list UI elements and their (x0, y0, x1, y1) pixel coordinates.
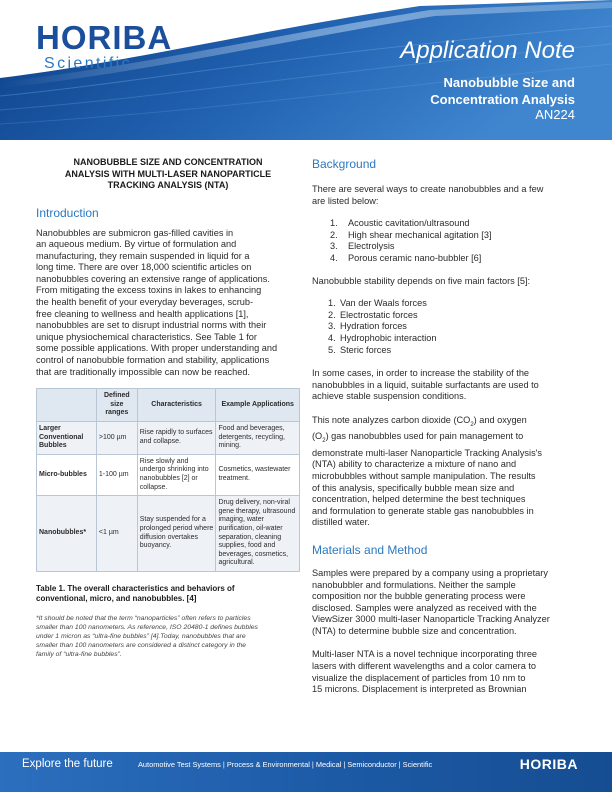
materials-paragraph (312, 568, 582, 638)
table-header-cell: Defined size ranges (96, 389, 137, 422)
text-line: From mitigating the excess toxins in lakes to enhancing (36, 285, 262, 296)
text-line: In some cases, in order to increase the stability of the (312, 368, 530, 379)
list-item (330, 241, 582, 253)
text-line: free cleaning to wellness and health applications [1], (36, 308, 249, 319)
logo-subtitle: Scientific (44, 55, 133, 72)
table-header-cell: Example Applications (216, 389, 300, 422)
text-line: composition nor the bubble generating process were (312, 591, 526, 602)
list-number: 4. (330, 252, 338, 263)
footnote-line: smaller than 100 nanometers. As reference, ISO 20480-1 defines bubbles (36, 623, 258, 631)
list-number: 4. (328, 332, 336, 343)
introduction-paragraph (36, 228, 300, 379)
footnote-line: under 1 micron as “ultra-fine bubbles” [4].Today, nanobubbles that are (36, 632, 246, 640)
table-cell: Cosmetics, wastewater treatment. (216, 454, 300, 495)
text-line: that are traditionally impossible can now be reached. (36, 366, 250, 377)
text-fragment: ) gas nanobubbles used for pain management to (325, 431, 524, 442)
table-cell: Food and beverages, detergents, recycling, mining. (216, 422, 300, 455)
list-number: 2. (330, 229, 338, 240)
note-title (430, 74, 575, 108)
text-line: nanobubbles are set to disrupt industrial norms with their (36, 320, 267, 331)
horiba-logo (36, 21, 172, 73)
background-intro (312, 184, 582, 207)
methods-list (330, 218, 582, 264)
table-row-label: Nanobubbles* (37, 496, 97, 572)
text-line: achieve stable suspension conditions. (312, 391, 467, 402)
text-line: the health benefit of your everyday beverages, scrub- (36, 297, 254, 308)
list-item (328, 310, 582, 322)
table-header-cell (37, 389, 97, 422)
text-fragment: This note analyzes carbon dioxide (CO (312, 414, 471, 425)
text-line: nanobubbles in a liquid, suitable surfactants are used to (312, 379, 539, 390)
text-line (312, 415, 582, 431)
text-fragment: ) and oxygen (473, 414, 527, 425)
text-line: microbubbles without sample manipulation. The results (312, 470, 536, 481)
text-line: nanobubbler and formulations. Neither the sample (312, 579, 516, 590)
logo-wordmark: HORIBA (36, 19, 173, 56)
list-number: 5. (328, 344, 336, 355)
text-line (312, 431, 582, 447)
stability-intro: Nanobubble stability depends on five main factors [5]: (312, 275, 531, 286)
list-item (328, 298, 582, 310)
note-number: AN224 (535, 107, 575, 122)
list-text: Electrolysis (348, 241, 395, 252)
text-line: lasers with different wavelengths and a color camera to (312, 661, 537, 672)
table-cell: <1 µm (96, 496, 137, 572)
table-caption (36, 584, 300, 605)
list-item (328, 321, 582, 333)
list-number: 3. (330, 241, 338, 252)
text-line: 15 microns. Displacement is interpreted as Brownian (312, 684, 527, 695)
footer-bar (0, 752, 612, 792)
text-line: distilled water. (312, 517, 370, 528)
right-column (312, 157, 582, 696)
note-paragraph (312, 415, 582, 529)
caption-line: Table 1. The overall characteristics and behaviors of (36, 583, 235, 593)
list-number: 1. (330, 218, 338, 229)
text-line: (NTA) to determine bubble size and concentration. (312, 625, 517, 636)
list-text: Hydration forces (340, 321, 407, 332)
main-heading-line: TRACKING ANALYSIS (NTA) (107, 180, 229, 190)
list-text: High shear mechanical agitation [3] (348, 229, 492, 240)
introduction-heading: Introduction (36, 205, 99, 220)
text-line: control of nanobubble formation and stability, applications (36, 355, 270, 366)
text-line: unique physiochemical characteristics. See Table 1 for (36, 331, 257, 342)
stability-factors-list (328, 298, 582, 356)
text-fragment: (O (312, 431, 323, 442)
text-line: and formulation to generate stable gas nanobubbles in (312, 505, 534, 516)
list-item (328, 333, 582, 345)
surfactant-paragraph (312, 368, 582, 403)
text-line: are listed below: (312, 195, 379, 206)
table-row-label: Micro-bubbles (37, 454, 97, 495)
characteristics-table (36, 388, 300, 572)
text-line: There are several ways to create nanobubbles and a few (312, 184, 544, 194)
footer-divisions: Automotive Test Systems | Process & Environmental | Medical | Semiconductor | Scientific (138, 760, 433, 769)
text-line: (NTA) ability to characterize a mixture of nano and (312, 459, 517, 470)
text-line: Nanobubbles are submicron gas-filled cavities in (36, 227, 234, 238)
main-heading (36, 157, 300, 192)
table-cell: >100 µm (96, 422, 137, 455)
list-item (330, 253, 582, 265)
document-type: Application Note (400, 37, 575, 64)
text-line: concentration, helped determine the best techniques (312, 494, 526, 505)
table-cell: Rise slowly and undergo shrinking into nanobubbles [2] or collapse. (137, 454, 216, 495)
background-heading: Background (312, 157, 377, 171)
footnote-line: *It should be noted that the term “nanoparticles” often refers to particles (36, 614, 251, 622)
footnote-line: family of “ultra-fine bubbles”. (36, 650, 122, 658)
text-line: an aqueous medium. By virtue of formulation and (36, 239, 237, 250)
table-footnote (36, 614, 300, 659)
table-header-cell: Characteristics (137, 389, 216, 422)
left-column (36, 157, 300, 659)
subscript: 2 (470, 421, 474, 428)
note-title-line: Nanobubble Size and (443, 75, 575, 90)
list-text: Acoustic cavitation/ultrasound (348, 218, 470, 229)
list-text: Steric forces (340, 344, 392, 355)
text-line: demonstrate multi-laser Nanoparticle Tracking Analysis's (312, 447, 543, 458)
footnote-line: smaller than 100 nanometers are considered a distinct category in the (36, 641, 247, 649)
list-text: Porous ceramic nano-bubbler [6] (348, 252, 482, 263)
list-item (330, 218, 582, 230)
table-row (37, 496, 300, 572)
caption-line: conventional, micro, and nanobubbles. [4] (36, 594, 197, 604)
text-line: visualize the displacement of particles from 10 nm to (312, 672, 526, 683)
table-row (37, 422, 300, 455)
footer-tagline: Explore the future (22, 758, 113, 770)
table-cell: 1-100 µm (96, 454, 137, 495)
text-line: Multi-laser NTA is a novel technique incorporating three (312, 649, 538, 660)
list-text: Van der Waals forces (340, 298, 427, 309)
footer-horiba-logo: HORIBA (519, 756, 578, 772)
method-paragraph (312, 649, 582, 695)
text-line: long time. There are over 18,000 scientific articles on (36, 262, 252, 273)
list-number: 2. (328, 309, 336, 320)
text-line: manufacturing, they remain suspended in liquid for a (36, 250, 250, 261)
list-item (330, 230, 582, 242)
materials-heading: Materials and Method (312, 542, 428, 557)
list-text: Hydrophobic interaction (340, 332, 437, 343)
table-cell: Rise rapidly to surfaces and collapse. (137, 422, 216, 455)
note-title-line: Concentration Analysis (430, 92, 575, 107)
list-number: 1. (328, 298, 336, 309)
table-cell: Drug delivery, non-viral gene therapy, ultrasound imaging, water purification, oil-water separation, cleaning supplies, food and beverages, cosmetics, agricultural. (216, 496, 300, 572)
table-cell: Stay suspended for a prolonged period where diffusion overtakes buoyancy. (137, 496, 216, 572)
main-heading-line: NANOBUBBLE SIZE AND CONCENTRATION (73, 157, 263, 167)
text-line: ViewSizer 3000 multi-laser Nanoparticle Tracking Analyzer (312, 614, 550, 625)
text-line: some possible applications. With proper understanding and (36, 343, 278, 354)
table-row (37, 454, 300, 495)
text-line: disclosed. Samples were analyzed as received with the (312, 602, 537, 613)
header-banner (0, 0, 612, 140)
list-item (328, 345, 582, 357)
table-header-row (37, 389, 300, 422)
text-line: Samples were prepared by a company using a proprietary (312, 567, 548, 578)
text-line: nanobubbles covering an extensive range of applications. (36, 273, 270, 284)
list-number: 3. (328, 321, 336, 332)
list-text: Electrostatic forces (340, 309, 418, 320)
table-row-label: Larger Conventional Bubbles (37, 422, 97, 455)
subscript: 2 (322, 438, 326, 445)
main-heading-line: ANALYSIS WITH MULTI-LASER NANOPARTICLE (64, 168, 272, 179)
text-line: of this analysis, specifically bubble mean size and (312, 482, 515, 493)
